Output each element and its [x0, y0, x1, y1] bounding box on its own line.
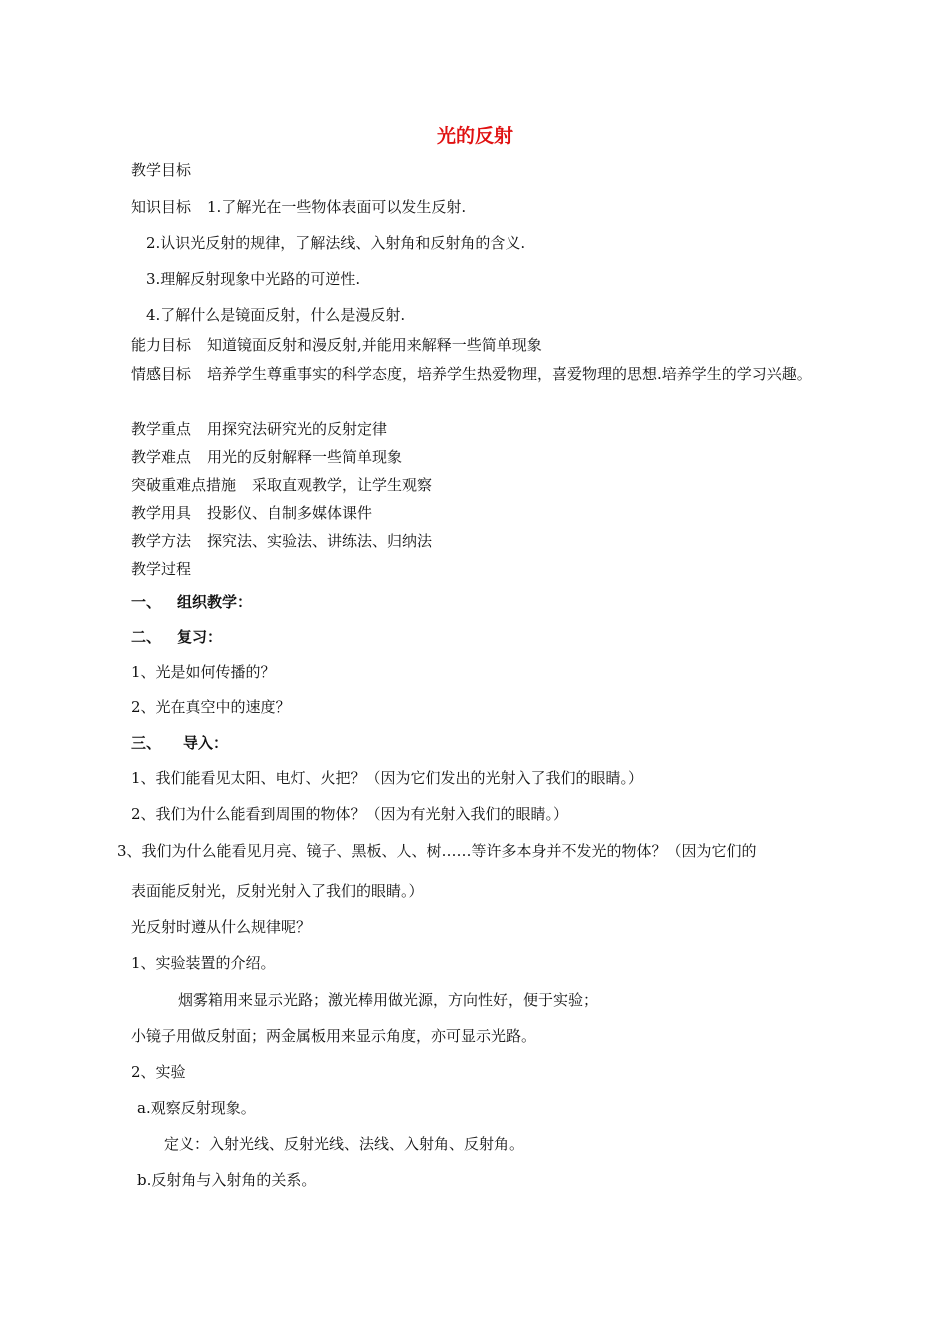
- intro-question-3-line-1: 3、我们为什么能看见月亮、镜子、黑板、人、树……等许多本身并不发光的物体？（因为它们的: [117, 842, 757, 860]
- tools-text: 投影仪、自制多媒体课件: [207, 504, 373, 522]
- knowledge-item-3: 3.理解反射现象中光路的可逆性.: [146, 270, 361, 288]
- key-point-text: 用探究法研究光的反射定律: [207, 420, 388, 438]
- device-intro-line-1: 烟雾箱用来显示光路；激光棒用做光源，方向性好，便于实验；: [178, 991, 599, 1009]
- section-2-heading: [131, 627, 222, 647]
- process-heading: 教学过程: [131, 560, 192, 578]
- section-3-heading: [131, 733, 228, 753]
- ability-goals-row: [131, 335, 542, 355]
- breakthrough-row: [131, 475, 432, 495]
- experiment-step-b: b.反射角与入射角的关系。: [137, 1171, 317, 1189]
- section-2-number: 二、: [131, 628, 162, 646]
- emotion-goals-row: [131, 361, 831, 387]
- document-title: 光的反射: [436, 125, 513, 147]
- emotion-goals-label: 情感目标: [131, 365, 192, 383]
- intro-question-3-line-2: 表面能反射光，反射光射入了我们的眼睛。）: [131, 882, 424, 900]
- intro-lead-question: 光反射时遵从什么规律呢？: [131, 918, 312, 936]
- section-3-number: 三、: [131, 734, 162, 752]
- key-point-label: 教学重点: [131, 420, 192, 438]
- breakthrough-text: 采取直观教学，让学生观察: [252, 476, 433, 494]
- intro-question-2: 2、我们为什么能看到周围的物体？（因为有光射入我们的眼睛。）: [131, 805, 569, 823]
- review-question-2: 2、光在真空中的速度？: [131, 698, 291, 716]
- device-intro-heading: 1、实验装置的介绍。: [131, 954, 276, 972]
- ability-goals-text: 知道镜面反射和漫反射,并能用来解释一些简单现象: [207, 336, 542, 354]
- emotion-goals-text: 培养学生尊重事实的科学态度，培养学生热爱物理，喜爱物理的思想.培养学生的学习兴趣。: [207, 365, 812, 383]
- tools-label: 教学用具: [131, 504, 192, 522]
- section-1-heading: [131, 592, 252, 612]
- intro-question-1: 1、我们能看见太阳、电灯、火把？（因为它们发出的光射入了我们的眼睛。）: [131, 769, 644, 787]
- section-1-number: 一、: [131, 593, 162, 611]
- difficulty-row: [131, 447, 402, 467]
- knowledge-item-4: 4.了解什么是镜面反射，什么是漫反射.: [146, 306, 406, 324]
- knowledge-goals-label: 知识目标: [131, 198, 192, 216]
- teaching-goals-heading: 教学目标: [131, 161, 192, 179]
- tools-row: [131, 503, 372, 523]
- definition-line: 定义：入射光线、反射光线、法线、入射角、反射角。: [164, 1135, 525, 1153]
- knowledge-item-1: 1.了解光在一些物体表面可以发生反射.: [207, 198, 467, 216]
- experiment-step-a: a.观察反射现象。: [137, 1099, 256, 1117]
- key-point-row: [131, 419, 387, 439]
- device-intro-line-2: 小镜子用做反射面；两金属板用来显示角度，亦可显示光路。: [131, 1027, 537, 1045]
- difficulty-text: 用光的反射解释一些简单现象: [207, 448, 403, 466]
- methods-text: 探究法、实验法、讲练法、归纳法: [207, 532, 433, 550]
- methods-label: 教学方法: [131, 532, 192, 550]
- ability-goals-label: 能力目标: [131, 336, 192, 354]
- methods-row: [131, 531, 432, 551]
- section-2-title: 复习：: [177, 628, 223, 646]
- experiment-heading: 2、实验: [131, 1063, 186, 1081]
- section-1-title: 组织教学：: [177, 593, 253, 611]
- knowledge-item-2: 2.认识光反射的规律，了解法线、入射角和反射角的含义.: [146, 234, 526, 252]
- breakthrough-label: 突破重难点措施: [131, 476, 237, 494]
- review-question-1: 1、光是如何传播的？: [131, 663, 276, 681]
- section-3-title: 导入：: [183, 734, 229, 752]
- difficulty-label: 教学难点: [131, 448, 192, 466]
- knowledge-goals-row: [131, 197, 466, 217]
